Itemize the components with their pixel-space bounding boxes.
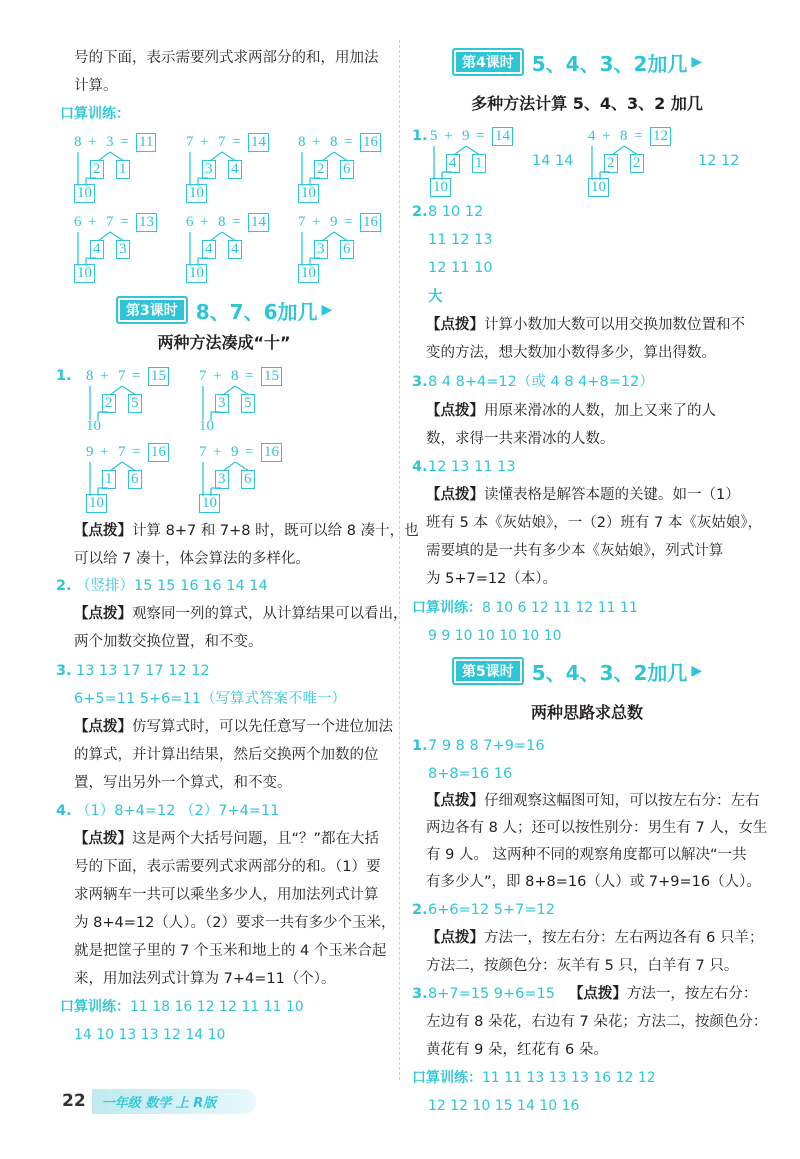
tip-line: 两个加数交换位置，和不变。 bbox=[74, 634, 263, 650]
column-divider bbox=[399, 40, 400, 1080]
tip-text: 计算 8+7 和 7+8 时，既可以给 8 凑十，也 bbox=[132, 523, 419, 539]
tip-text: 仔细观察这幅图可知，可以按左右分：左右 bbox=[484, 793, 760, 809]
tip-label: 【点拨】 bbox=[426, 403, 484, 419]
ten-box: 10 bbox=[199, 494, 220, 513]
addend-a: 9 bbox=[86, 444, 94, 460]
lesson-subtitle: 多种方法计算 5、4、3、2 加几 bbox=[471, 94, 703, 113]
split-box: 4 bbox=[228, 160, 242, 179]
answer: 12 13 11 13 bbox=[428, 459, 516, 475]
tip-text: 读懂表格是解答本题的关键。如一（1） bbox=[484, 487, 740, 503]
tip-line: 左边有 8 朵花，右边有 7 朵花；方法二，按颜色分： bbox=[426, 1014, 768, 1030]
answer: 大 bbox=[428, 289, 443, 305]
tip-line: 数，求得一共来滑冰的人数。 bbox=[426, 431, 615, 447]
question-number: 4. bbox=[412, 459, 428, 475]
split-box: 6 bbox=[340, 160, 354, 179]
tip-line: 变的方法，想大数加小数得多少，算出得数。 bbox=[426, 345, 716, 361]
tip-line: 来，用加法列式计算为 7+4=11（个）。 bbox=[74, 971, 336, 987]
addend-b: 3 bbox=[106, 134, 114, 150]
addend-b: 9 bbox=[462, 128, 470, 144]
tip-line bbox=[74, 517, 419, 545]
tip-line bbox=[74, 713, 393, 741]
plus-sign: + bbox=[312, 134, 321, 150]
answer: 8 10 12 bbox=[428, 204, 484, 220]
tip-line: 求两辆车一共可以乘坐多少人，用加法列式计算 bbox=[74, 887, 379, 903]
drill-label: 口算训练： bbox=[412, 1070, 482, 1086]
question-number: 3. bbox=[412, 374, 428, 390]
equals-sign: = bbox=[476, 128, 485, 144]
result-box: 16 bbox=[261, 443, 282, 462]
result-box: 15 bbox=[261, 367, 282, 386]
tip-label: 【点拨】 bbox=[74, 523, 132, 539]
addend-a: 4 bbox=[588, 128, 596, 144]
addend-b: 7 bbox=[118, 444, 126, 460]
tip-line: 号的下面，表示需要列式求两部分的和。（1）要 bbox=[74, 859, 381, 875]
lesson-label: 第3课时 bbox=[116, 296, 188, 324]
ten-box: 10 bbox=[298, 264, 319, 283]
answer: 6+6=12 5+7=12 bbox=[428, 902, 556, 918]
split-box: 6 bbox=[128, 470, 142, 489]
tip-line bbox=[426, 311, 745, 339]
ten-box: 10 bbox=[74, 184, 95, 203]
split-box: 5 bbox=[128, 394, 142, 413]
split-box: 4 bbox=[90, 240, 104, 259]
tip-line bbox=[426, 481, 740, 509]
split-box: 5 bbox=[241, 394, 255, 413]
drill-line bbox=[412, 594, 638, 622]
answer: 12 11 10 bbox=[428, 260, 493, 276]
split-box: 4 bbox=[228, 240, 242, 259]
split-box: 2 bbox=[90, 160, 104, 179]
result-box: 11 bbox=[136, 133, 156, 152]
tip-line: 为 8+4=12（人）。（2）要求一共有多少个玉米， bbox=[74, 915, 396, 931]
answer: （竖排）15 15 16 16 14 14 bbox=[76, 578, 268, 594]
plus-sign: + bbox=[602, 128, 611, 144]
addend-b: 7 bbox=[218, 134, 226, 150]
lesson-label: 第5课时 bbox=[452, 657, 524, 685]
answer: （1）8+4=12 （2）7+4=11 bbox=[76, 803, 280, 819]
tip-line bbox=[74, 825, 379, 853]
ten-box: 10 bbox=[199, 418, 214, 434]
result-box: 14 bbox=[492, 127, 513, 146]
tip-label: 【点拨】 bbox=[426, 487, 484, 503]
page-footer bbox=[62, 1088, 292, 1114]
triangle-icon: ▶ bbox=[691, 663, 703, 679]
equals-sign: = bbox=[344, 214, 353, 230]
tip-label: 【点拨】 bbox=[426, 317, 484, 333]
split-box: 3 bbox=[215, 470, 229, 489]
split-box: 4 bbox=[202, 240, 216, 259]
triangle-icon: ▶ bbox=[691, 54, 703, 70]
addend-b: 8 bbox=[330, 134, 338, 150]
equals-sign: = bbox=[232, 134, 241, 150]
tip-line: 置，写出另外一个算式，和不变。 bbox=[74, 775, 292, 791]
ten-box: 10 bbox=[298, 184, 319, 203]
tip-label: 【点拨】 bbox=[74, 831, 132, 847]
drill-label: 口算训练： bbox=[412, 600, 482, 616]
result-box: 12 bbox=[650, 127, 671, 146]
ten-box: 10 bbox=[430, 178, 451, 197]
question-number: 1. bbox=[412, 128, 428, 144]
drill-answers: 11 18 16 12 12 11 11 10 bbox=[130, 999, 304, 1015]
lesson-title: 5、4、3、2加几 bbox=[531, 51, 688, 76]
tip-text: 这是两个大括号问题，且“？”都在大括 bbox=[132, 831, 380, 847]
addend-b: 8 bbox=[218, 214, 226, 230]
split-box: 3 bbox=[116, 240, 130, 259]
split-box: 2 bbox=[102, 394, 116, 413]
addend-b: 9 bbox=[330, 214, 338, 230]
addend-a: 7 bbox=[298, 214, 306, 230]
drill-answers: 11 11 13 13 13 16 12 12 bbox=[482, 1070, 656, 1086]
tip-line bbox=[74, 600, 408, 628]
drill-label: 口算训练： bbox=[60, 999, 130, 1015]
question-number: 3. bbox=[56, 663, 72, 679]
answer: 8+8=16 16 bbox=[428, 766, 513, 782]
addend-b: 9 bbox=[231, 444, 239, 460]
tip-line: 需要填的是一共有多少本《灰姑娘》，列式计算 bbox=[426, 543, 724, 559]
addend-b: 8 bbox=[231, 368, 239, 384]
equals-sign: = bbox=[634, 128, 643, 144]
lesson-title: 5、4、3、2加几 bbox=[531, 660, 688, 685]
result-box: 15 bbox=[148, 367, 169, 386]
intro-line: 计算。 bbox=[74, 78, 118, 94]
addend-a: 8 bbox=[298, 134, 306, 150]
split-box: 1 bbox=[472, 154, 486, 173]
tip-line bbox=[426, 397, 716, 425]
drill-answers: 9 9 10 10 10 10 10 bbox=[428, 628, 562, 644]
split-box: 3 bbox=[202, 160, 216, 179]
addend-a: 6 bbox=[186, 214, 194, 230]
drill-answers: 8 10 6 12 11 12 11 11 bbox=[482, 600, 638, 616]
result-box: 14 bbox=[248, 213, 269, 232]
page-number: 22 bbox=[62, 1091, 86, 1111]
equals-sign: = bbox=[120, 134, 129, 150]
drill-answers: 12 12 10 15 14 10 16 bbox=[428, 1098, 580, 1114]
lesson-label: 第4课时 bbox=[452, 48, 524, 76]
result-box: 13 bbox=[136, 213, 157, 232]
plus-sign: + bbox=[100, 368, 109, 384]
split-box: 2 bbox=[630, 154, 644, 173]
split-box: 4 bbox=[446, 154, 460, 173]
book-title: 一年级 数学 上 R版 bbox=[92, 1089, 257, 1114]
split-box: 6 bbox=[340, 240, 354, 259]
result-box: 16 bbox=[148, 443, 169, 462]
plus-sign: + bbox=[213, 444, 222, 460]
result-box: 14 bbox=[248, 133, 269, 152]
triangle-icon: ▶ bbox=[321, 302, 333, 318]
intro-line: 号的下面，表示需要列式求两部分的和，用加法 bbox=[74, 50, 379, 66]
tip-line bbox=[426, 787, 760, 815]
addend-b: 7 bbox=[106, 214, 114, 230]
tip-line: 有 9 人。 这两种不同的观察角度都可以解决“一共 bbox=[426, 847, 747, 863]
tip-line: 为 5+7=12（本）。 bbox=[426, 571, 558, 587]
addend-a: 8 bbox=[86, 368, 94, 384]
drill-answers: 14 10 13 13 12 14 10 bbox=[74, 1027, 226, 1043]
lesson-subtitle: 两种思路求总数 bbox=[530, 703, 643, 722]
question-number: 3. bbox=[412, 986, 428, 1002]
plus-sign: + bbox=[88, 134, 97, 150]
ten-box: 10 bbox=[86, 494, 107, 513]
equals-sign: = bbox=[132, 368, 141, 384]
tip-line: 就是把筐子里的 7 个玉米和地上的 4 个玉米合起 bbox=[74, 943, 387, 959]
ten-box: 10 bbox=[186, 184, 207, 203]
tip-text: 用原来滑冰的人数，加上又来了的人 bbox=[484, 403, 716, 419]
lesson-subtitle: 两种方法凑成“十” bbox=[157, 333, 291, 352]
plus-sign: + bbox=[200, 214, 209, 230]
question-number: 2. bbox=[412, 902, 428, 918]
tip-label: 【点拨】 bbox=[568, 986, 627, 1002]
plus-sign: + bbox=[444, 128, 453, 144]
lesson5-banner bbox=[452, 658, 702, 684]
ten-box: 10 bbox=[186, 264, 207, 283]
answer: 8+7=15 9+6=15 bbox=[428, 986, 556, 1002]
equals-sign: = bbox=[245, 444, 254, 460]
question-number: 2. bbox=[412, 204, 428, 220]
lesson3-banner bbox=[116, 297, 332, 323]
split-box: 1 bbox=[116, 160, 130, 179]
tip-line: 黄花有 9 朵，红花有 6 朵。 bbox=[426, 1042, 608, 1058]
ten-box: 10 bbox=[588, 178, 609, 197]
addend-a: 8 bbox=[74, 134, 82, 150]
addend-b: 7 bbox=[118, 368, 126, 384]
tip-label: 【点拨】 bbox=[426, 930, 484, 946]
addend-a: 7 bbox=[186, 134, 194, 150]
split-box: 3 bbox=[314, 240, 328, 259]
answer: 13 13 17 17 12 12 bbox=[76, 663, 210, 679]
result-box: 16 bbox=[360, 133, 381, 152]
tip-line: 班有 5 本《灰姑娘》，一（2）班有 7 本《灰姑娘》， bbox=[426, 515, 763, 531]
answer: 11 12 13 bbox=[428, 232, 493, 248]
tip-label: 【点拨】 bbox=[74, 606, 132, 622]
answer: 12 12 bbox=[698, 153, 740, 169]
tip-label: 【点拨】 bbox=[74, 719, 132, 735]
lesson-title: 8、7、6加几 bbox=[195, 299, 318, 324]
question-number: 1. bbox=[412, 738, 428, 754]
addend-a: 7 bbox=[199, 444, 207, 460]
question-number: 2. bbox=[56, 578, 72, 594]
tip-text: 方法一，按左右分： bbox=[626, 986, 758, 1002]
answer: 8 4 8+4=12（或 4 8 4+8=12） bbox=[428, 374, 654, 390]
split-box: 2 bbox=[314, 160, 328, 179]
split-box: 1 bbox=[102, 470, 116, 489]
answer: 7 9 8 8 7+9=16 bbox=[428, 738, 545, 754]
split-box: 2 bbox=[604, 154, 618, 173]
tip-text: 观察同一列的算式，从计算结果可以看出， bbox=[132, 606, 408, 622]
question-number: 4. bbox=[56, 803, 72, 819]
lesson4-banner bbox=[452, 49, 702, 75]
tip-label: 【点拨】 bbox=[426, 793, 484, 809]
equals-sign: = bbox=[120, 214, 129, 230]
plus-sign: + bbox=[213, 368, 222, 384]
drill-line bbox=[60, 993, 304, 1021]
result-box: 16 bbox=[360, 213, 381, 232]
addend-a: 6 bbox=[74, 214, 82, 230]
plus-sign: + bbox=[100, 444, 109, 460]
ten-box: 10 bbox=[74, 264, 95, 283]
ten-box: 10 bbox=[86, 418, 101, 434]
plus-sign: + bbox=[312, 214, 321, 230]
plus-sign: + bbox=[88, 214, 97, 230]
tip-line: 可以给 7 凑十，体会算法的多样化。 bbox=[74, 551, 310, 567]
question-number: 1. bbox=[56, 368, 72, 384]
tip-line: 有多少人”，即 8+8=16（人）或 7+9=16（人）。 bbox=[426, 874, 761, 890]
tip-line: 的算式，并计算出结果，然后交换两个加数的位 bbox=[74, 747, 379, 763]
drill-label: 口算训练： bbox=[60, 106, 130, 122]
split-box: 6 bbox=[241, 470, 255, 489]
addend-b: 8 bbox=[620, 128, 628, 144]
drill-line bbox=[412, 1064, 656, 1092]
tip-text: 计算小数加大数可以用交换加数位置和不 bbox=[484, 317, 745, 333]
answer: 6+5=11 5+6=11（写算式答案不唯一） bbox=[74, 691, 347, 707]
addend-a: 7 bbox=[199, 368, 207, 384]
tip-line: 两边各有 8 人；还可以按性别分：男生有 7 人，女生 bbox=[426, 820, 768, 836]
equals-sign: = bbox=[344, 134, 353, 150]
tip-text: 方法一，按左右分：左右两边各有 6 只羊； bbox=[484, 930, 764, 946]
tip-text: 仿写算式时，可以先任意写一个进位加法 bbox=[132, 719, 393, 735]
addend-a: 5 bbox=[430, 128, 438, 144]
equals-sign: = bbox=[232, 214, 241, 230]
split-box: 3 bbox=[215, 394, 229, 413]
equals-sign: = bbox=[132, 444, 141, 460]
tip-line: 方法二，按颜色分：灰羊有 5 只，白羊有 7 只。 bbox=[426, 958, 739, 974]
tip-line bbox=[426, 924, 763, 952]
answer-tip-line bbox=[428, 980, 757, 1008]
plus-sign: + bbox=[200, 134, 209, 150]
equals-sign: = bbox=[245, 368, 254, 384]
answer: 14 14 bbox=[532, 153, 574, 169]
